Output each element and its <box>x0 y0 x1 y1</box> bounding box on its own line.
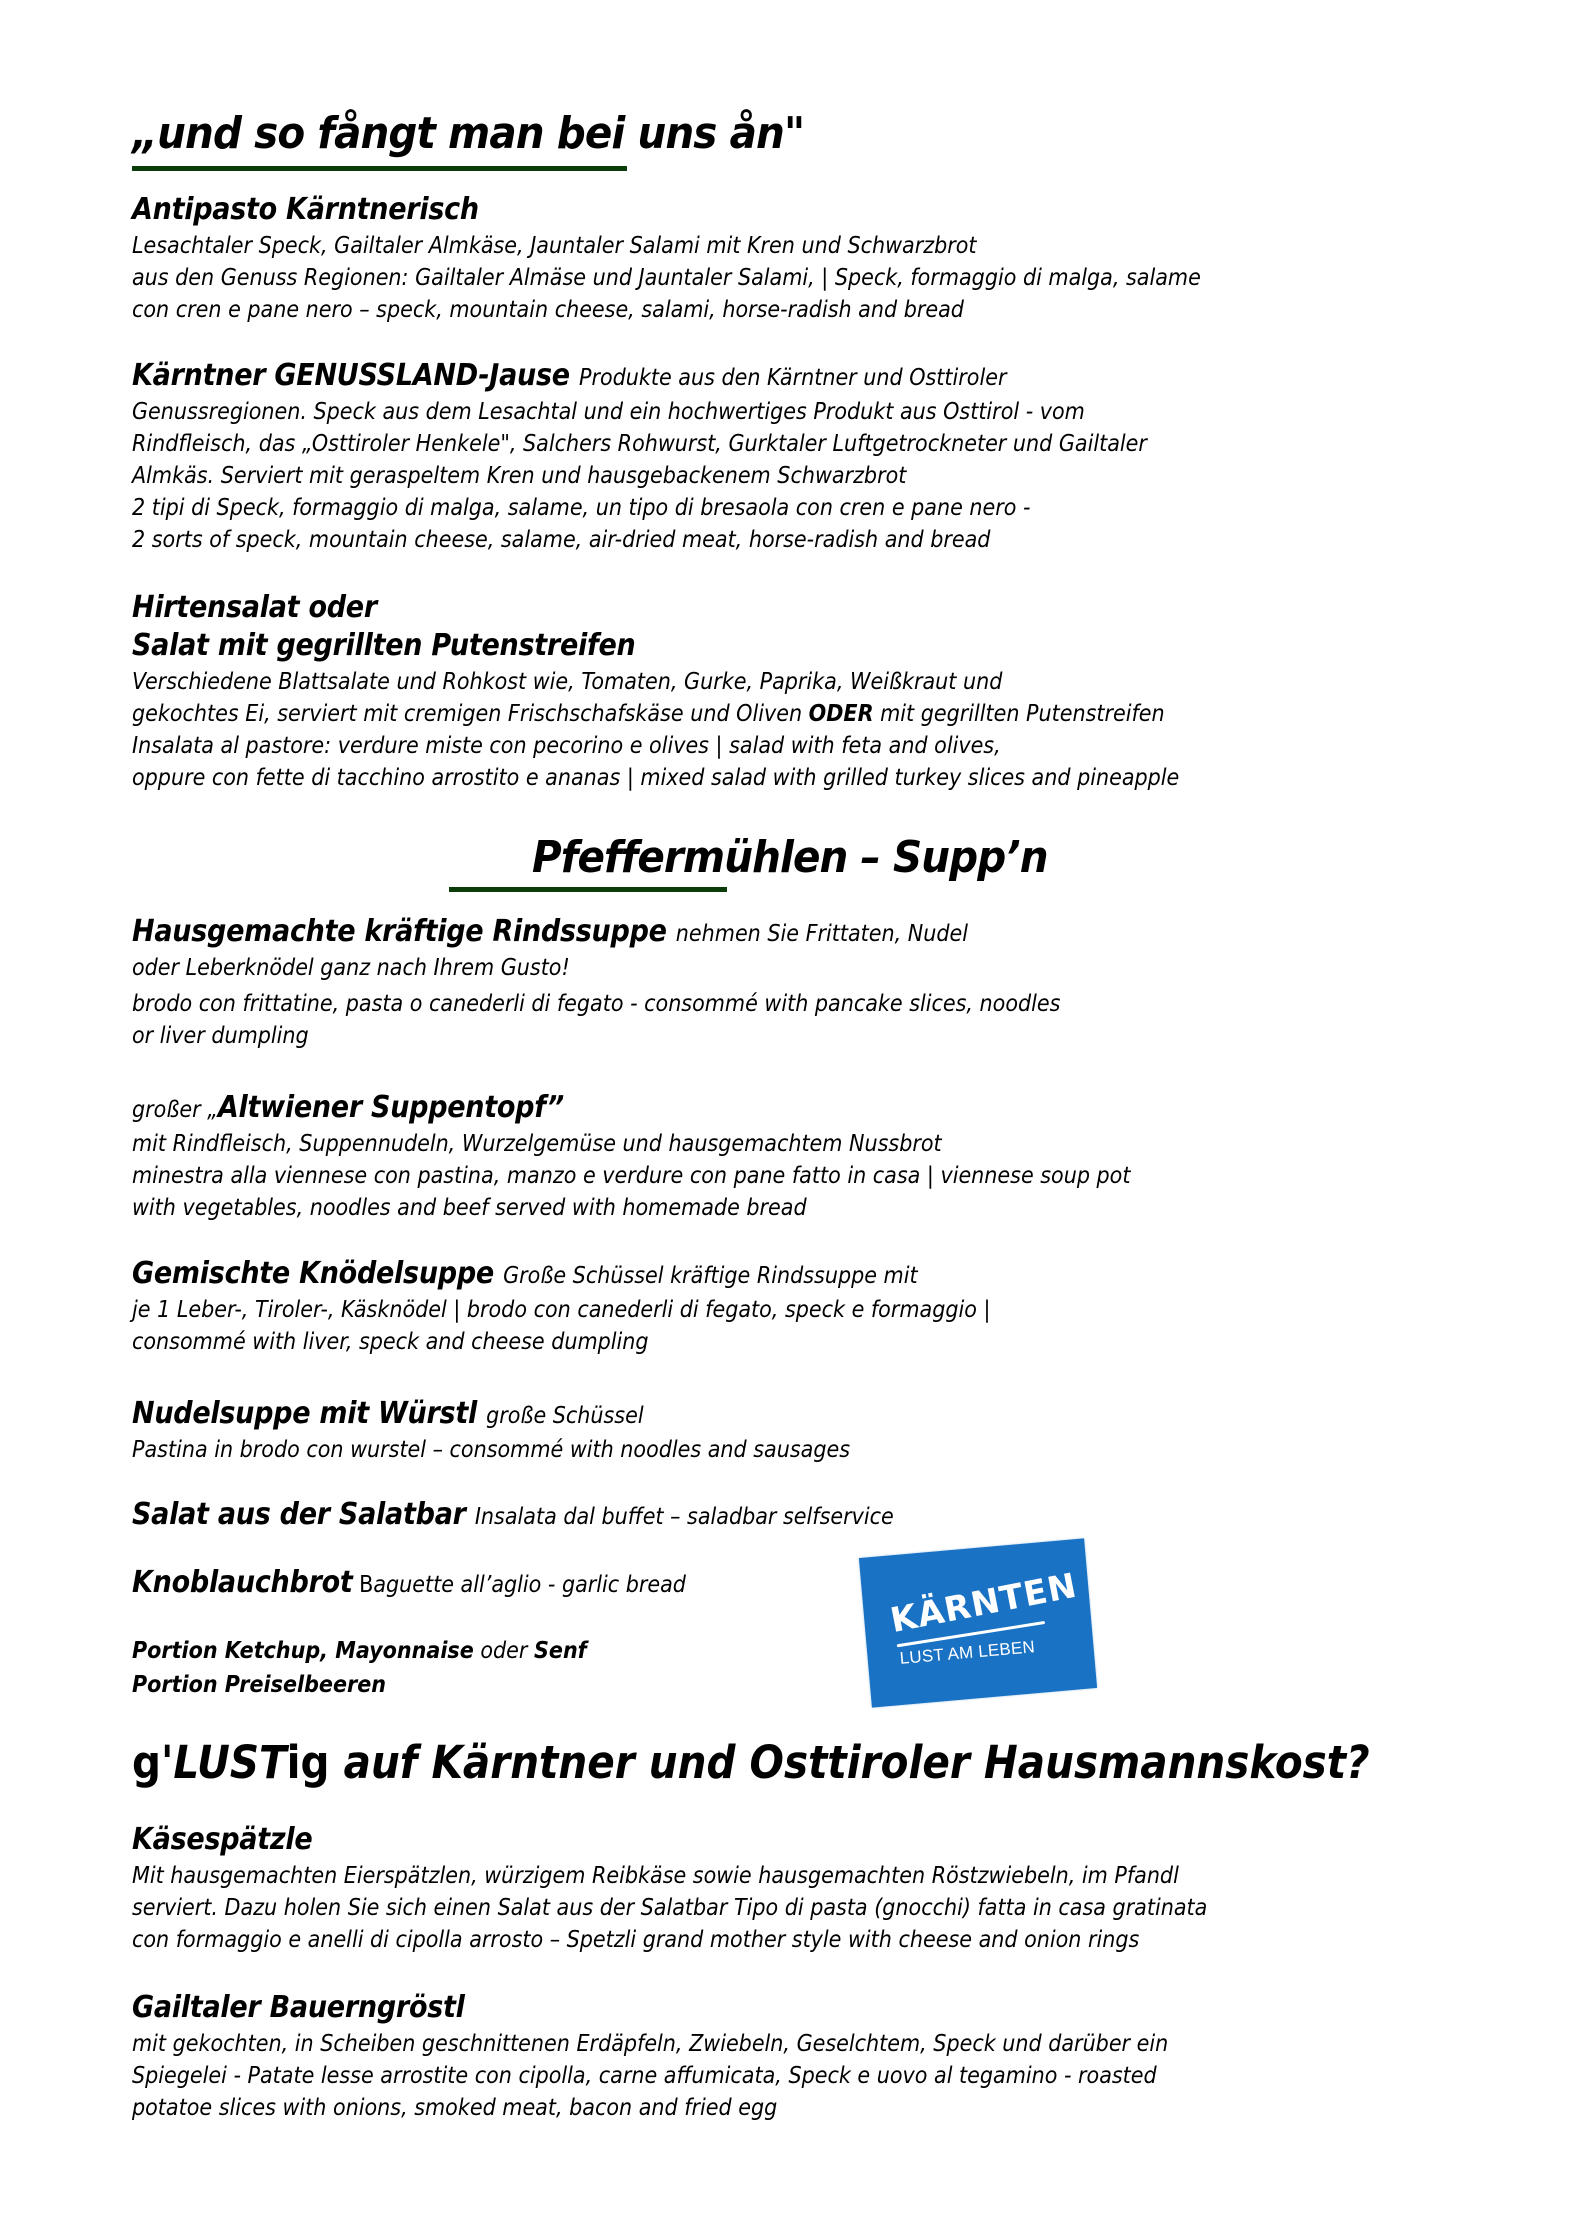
description-line: potatoe slices with onions, smoked meat, bacon and fried egg <box>132 2095 778 2121</box>
item-description <box>132 1128 1130 1224</box>
extras-line: Portion Preiselbeeren <box>132 1672 386 1698</box>
section-title-hausmannskost <box>132 1736 1370 1789</box>
description-line: serviert. Dazu holen Sie sich einen Salat aus der Salatbar Tipo di pasta (gnocchi) fatta in casa gratinata <box>132 1895 1208 1921</box>
menu-item <box>132 1396 644 1431</box>
menu-item <box>132 1090 564 1125</box>
item-subtitle: Insalata dal buffet – saladbar selfservice <box>474 1504 894 1530</box>
text-run: gekochtes Ei, serviert mit cremigen Frischschafskäse und Oliven <box>132 701 809 727</box>
item-description <box>132 1434 850 1466</box>
kaernten-logo <box>859 1538 1097 1707</box>
item-title: Knoblauchbrot <box>132 1565 353 1600</box>
text-run: ig <box>286 1736 330 1789</box>
text-run: LUST <box>173 1736 287 1789</box>
item-title: Salat mit gegrillten Putenstreifen <box>132 628 636 663</box>
text-run: auf Kärntner und Osttiroler Hausmannskost? <box>329 1736 1370 1789</box>
section-title-starters: „und so fångt man bei uns ån" <box>132 108 805 159</box>
logo-brand-text: KÄRNTEN <box>887 1565 1081 1642</box>
description-line: Mit hausgemachten Eierspätzlen, würzigem Reibkäse sowie hausgemachten Röstzwiebeln, im Pfandl <box>132 1863 1179 1889</box>
item-description <box>132 230 1201 326</box>
description-line: consommé with liver, speck and cheese dumpling <box>132 1329 649 1355</box>
item-description <box>132 396 1147 556</box>
item-subtitle: Große Schüssel kräftige Rindssuppe mit <box>503 1263 918 1289</box>
description-line: Almkäs. Serviert mit geraspeltem Kren und hausgebackenem Schwarzbrot <box>132 463 907 489</box>
item-subtitle: aguette all’aglio - garlic bread <box>373 1572 686 1598</box>
item-subtitle: nehmen Sie Frittaten, Nudel <box>675 921 969 947</box>
item-title: Altwiener Suppentopf” <box>217 1090 564 1125</box>
text-run: oder <box>473 1638 534 1664</box>
item-title: Salat aus der Salatbar <box>132 1497 466 1532</box>
menu-item <box>132 914 968 949</box>
item-description <box>132 1860 1207 1956</box>
text-run: g' <box>132 1736 174 1789</box>
description-line: Insalata al pastore: verdure miste con pecorino e olives | salad with feta and olives, <box>132 733 1001 759</box>
item-title: Gemischte Knödelsuppe <box>132 1256 494 1291</box>
description-line: Genussregionen. Speck aus dem Lesachtal und ein hochwertiges Produkt aus Osttirol - vom <box>132 399 1085 425</box>
description-line: 2 tipi di Speck, formaggio di malga, salame, un tipo di bresaola con cren e pane nero - <box>132 495 1031 521</box>
description-line: oppure con fette di tacchino arrostito e ananas | mixed salad with grilled turkey slices and pineapple <box>132 765 1180 791</box>
description-line: Pastina in brodo con wurstel – consommé with noodles and sausages <box>132 1437 851 1463</box>
description-line: Lesachtaler Speck, Gailtaler Almkäse, Jauntaler Salami mit Kren und Schwarzbrot <box>132 233 977 259</box>
description-line: Spiegelei - Patate lesse arrostite con cipolla, carne affumicata, Speck e uovo al tegamino - roasted <box>132 2063 1157 2089</box>
item-title: Gailtaler Bauerngröstl <box>132 1990 465 2025</box>
text-run: Senf <box>533 1638 587 1664</box>
item-description <box>132 952 1060 1052</box>
menu-item <box>132 1256 918 1291</box>
title-underline <box>132 166 627 171</box>
text-run: mit gegrillten Putenstreifen <box>873 701 1165 727</box>
item-subtitle: große Schüssel <box>486 1403 644 1429</box>
item-title: Antipasto Kärntnerisch <box>132 192 479 227</box>
item-prefix: großer „ <box>132 1097 218 1123</box>
description-line: 2 sorts of speck, mountain cheese, salame, air-dried meat, horse-radish and bread <box>132 527 991 553</box>
description-line: Rindfleisch, das „Osttiroler Henkele", Salchers Rohwurst, Gurktaler Luftgetrockneter und Gailtaler <box>132 431 1147 457</box>
menu-item <box>132 358 1006 393</box>
logo-tagline: LUST AM LEBEN <box>898 1637 1036 1668</box>
description-line: aus den Genuss Regionen: Gailtaler Almäse und Jauntaler Salami, | Speck, formaggio di malga, salame <box>132 265 1201 291</box>
description-line: mit gekochten, in Scheiben geschnittenen Erdäpfeln, Zwiebeln, Geselchtem, Speck und darüber ein <box>132 2031 1169 2057</box>
description-line: minestra alla viennese con pastina, manzo e verdure con pane fatto in casa | viennese soup pot <box>132 1163 1131 1189</box>
item-description <box>132 2028 1168 2124</box>
description-line: oder Leberknödel ganz nach Ihrem Gusto! <box>132 955 570 981</box>
description-line: or liver dumpling <box>132 1023 309 1049</box>
menu-item <box>132 1497 894 1532</box>
section-title-soups: Pfeffermühlen – Supp’n <box>532 832 1048 883</box>
menu-item <box>132 1565 686 1600</box>
item-subtitle-initial: B <box>352 1572 374 1598</box>
extras-line <box>132 1634 587 1668</box>
description-line: brodo con frittatine, pasta o canederli di fegato - consommé with pancake slices, noodles <box>132 991 1061 1017</box>
item-description <box>132 1294 990 1358</box>
description-line <box>132 698 1179 730</box>
description-line: con formaggio e anelli di cipolla arrosto – Spetzli grand mother style with cheese and onion rings <box>132 1927 1140 1953</box>
or-emphasis: ODER <box>808 701 874 727</box>
item-title: Nudelsuppe mit Würstl <box>132 1396 477 1431</box>
title-underline <box>449 887 727 892</box>
item-subtitle: Produkte aus den Kärntner und Osttiroler <box>578 365 1007 391</box>
item-title: Kärntner GENUSSLAND-Jause <box>132 358 570 393</box>
description-line: Verschiedene Blattsalate und Rohkost wie, Tomaten, Gurke, Paprika, Weißkraut und <box>132 669 1003 695</box>
item-description <box>132 666 1179 794</box>
description-line: mit Rindfleisch, Suppennudeln, Wurzelgemüse und hausgemachtem Nussbrot <box>132 1131 942 1157</box>
extras-list <box>132 1634 587 1702</box>
description-line: with vegetables, noodles and beef served with homemade bread <box>132 1195 807 1221</box>
item-title: Hausgemachte kräftige Rindssuppe <box>132 914 667 949</box>
description-line: con cren e pane nero – speck, mountain cheese, salami, horse-radish and bread <box>132 297 964 323</box>
text-run: Portion Ketchup, Mayonnaise <box>132 1638 474 1664</box>
item-title: Hirtensalat oder <box>132 590 377 625</box>
description-line: je 1 Leber-, Tiroler-, Käsknödel | brodo con canederli di fegato, speck e formaggio | <box>132 1297 991 1323</box>
item-title: Käsespätzle <box>132 1822 313 1857</box>
